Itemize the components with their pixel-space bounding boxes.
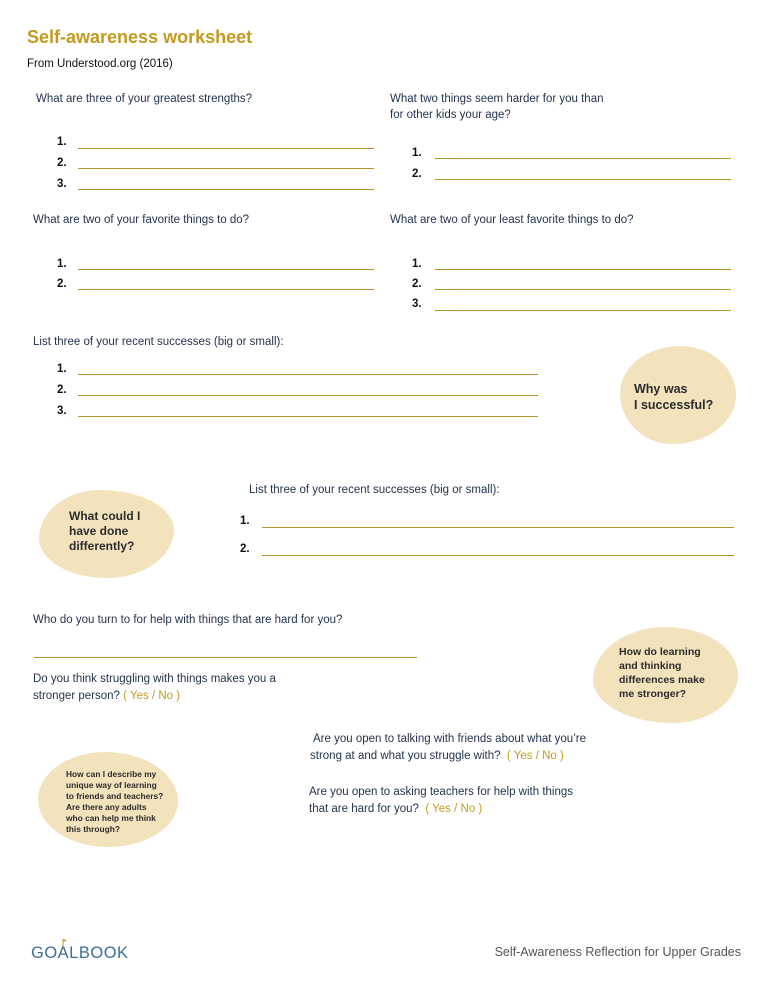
favorite-answer-line-1[interactable] xyxy=(78,269,374,270)
differently-line-2: have done xyxy=(69,524,129,538)
successes2-answer-line-2[interactable] xyxy=(262,555,734,556)
stronger-line-4: me stronger? xyxy=(619,688,687,700)
strengths-answer-line-1[interactable] xyxy=(78,148,374,149)
successes-answer-line-1[interactable] xyxy=(78,374,538,375)
harder-number-1: 1. xyxy=(412,147,422,159)
least-favorite-number-2: 2. xyxy=(412,278,422,290)
describe-line-5: who can help me think xyxy=(66,813,156,823)
strengths-number-1: 1. xyxy=(57,136,67,148)
strengths-answer-line-3[interactable] xyxy=(78,189,374,190)
least-favorite-answer-line-2[interactable] xyxy=(435,289,731,290)
successes-number-1: 1. xyxy=(57,363,67,375)
describe-line-2: unique way of learning xyxy=(66,780,157,790)
friends-question-line-1: Are you open to talking with friends about what you’re xyxy=(313,733,586,745)
successes2-number-2: 2. xyxy=(240,543,250,555)
struggle-question-text: stronger person? xyxy=(33,690,120,702)
successes2-number-1: 1. xyxy=(240,515,250,527)
successes-number-2: 2. xyxy=(57,384,67,396)
successes-number-3: 3. xyxy=(57,405,67,417)
teachers-question-line-1: Are you open to asking teachers for help with things xyxy=(309,786,574,798)
strengths-answer-line-2[interactable] xyxy=(78,168,374,169)
describe-line-3: to friends and teachers? xyxy=(66,791,164,801)
friends-question-line-2 xyxy=(310,748,586,765)
friends-yes-no[interactable]: ( Yes / No ) xyxy=(506,750,564,762)
struggle-yes-no[interactable]: ( Yes / No ) xyxy=(123,690,181,702)
teachers-question-line-2 xyxy=(309,801,573,818)
harder-answer-line-2[interactable] xyxy=(435,179,731,180)
teachers-question xyxy=(309,784,573,818)
why-successful-line-1: Why was xyxy=(634,382,688,396)
friends-question xyxy=(310,731,586,765)
stronger-line-3: differences make xyxy=(619,674,705,686)
describe-line-4: Are there any adults xyxy=(66,802,147,812)
strengths-question: What are three of your greatest strengths? xyxy=(36,93,253,105)
differently-bubble-text xyxy=(69,509,140,554)
help-answer-line[interactable] xyxy=(34,657,417,658)
help-question: Who do you turn to for help with things that are hard for you? xyxy=(33,614,343,626)
stronger-bubble-text xyxy=(619,645,705,701)
describe-line-6: this through? xyxy=(66,824,120,834)
successes-answer-line-3[interactable] xyxy=(78,416,538,417)
successes-answer-line-2[interactable] xyxy=(78,395,538,396)
least-favorite-number-3: 3. xyxy=(412,298,422,310)
strengths-number-3: 3. xyxy=(57,178,67,190)
harder-question-line-2: for other kids your age? xyxy=(390,109,511,121)
least-favorite-question: What are two of your least favorite things to do? xyxy=(390,214,634,226)
describe-bubble-text xyxy=(66,769,163,835)
differently-line-3: differently? xyxy=(69,539,135,553)
favorite-answer-line-2[interactable] xyxy=(78,289,374,290)
successes2-question: List three of your recent successes (big or small): xyxy=(249,484,500,496)
favorite-number-1: 1. xyxy=(57,258,67,270)
flag-icon xyxy=(62,934,68,942)
harder-number-2: 2. xyxy=(412,168,422,180)
goalbook-logo: GOALBOOK xyxy=(31,944,129,962)
least-favorite-answer-line-1[interactable] xyxy=(435,269,731,270)
successes-question: List three of your recent successes (big or small): xyxy=(33,336,284,348)
stronger-line-1: How do learning xyxy=(619,646,701,658)
source-citation: From Understood.org (2016) xyxy=(27,58,173,70)
harder-answer-line-1[interactable] xyxy=(435,158,731,159)
struggle-question-line-1: Do you think struggling with things makes you a xyxy=(33,673,276,685)
teachers-question-text: that are hard for you? xyxy=(309,803,419,815)
successes2-answer-line-1[interactable] xyxy=(262,527,734,528)
favorite-question: What are two of your favorite things to do? xyxy=(33,214,250,226)
differently-line-1: What could I xyxy=(69,509,141,523)
footer-tagline: Self-Awareness Reflection for Upper Grades xyxy=(494,945,741,959)
harder-question-line-1: What two things seem harder for you than xyxy=(390,93,604,105)
struggle-question-line-2 xyxy=(33,688,276,705)
struggle-question xyxy=(33,671,276,705)
least-favorite-number-1: 1. xyxy=(412,258,422,270)
teachers-yes-no[interactable]: ( Yes / No ) xyxy=(425,803,483,815)
why-successful-line-2: I successful? xyxy=(634,398,714,412)
stronger-line-2: and thinking xyxy=(619,660,682,672)
friends-question-text: strong at and what you struggle with? xyxy=(310,750,501,762)
favorite-number-2: 2. xyxy=(57,278,67,290)
describe-line-1: How can I describe my xyxy=(66,769,157,779)
why-successful-bubble-text xyxy=(634,381,713,413)
least-favorite-answer-line-3[interactable] xyxy=(435,310,731,311)
page-title: Self-awareness worksheet xyxy=(27,27,253,47)
strengths-number-2: 2. xyxy=(57,157,67,169)
